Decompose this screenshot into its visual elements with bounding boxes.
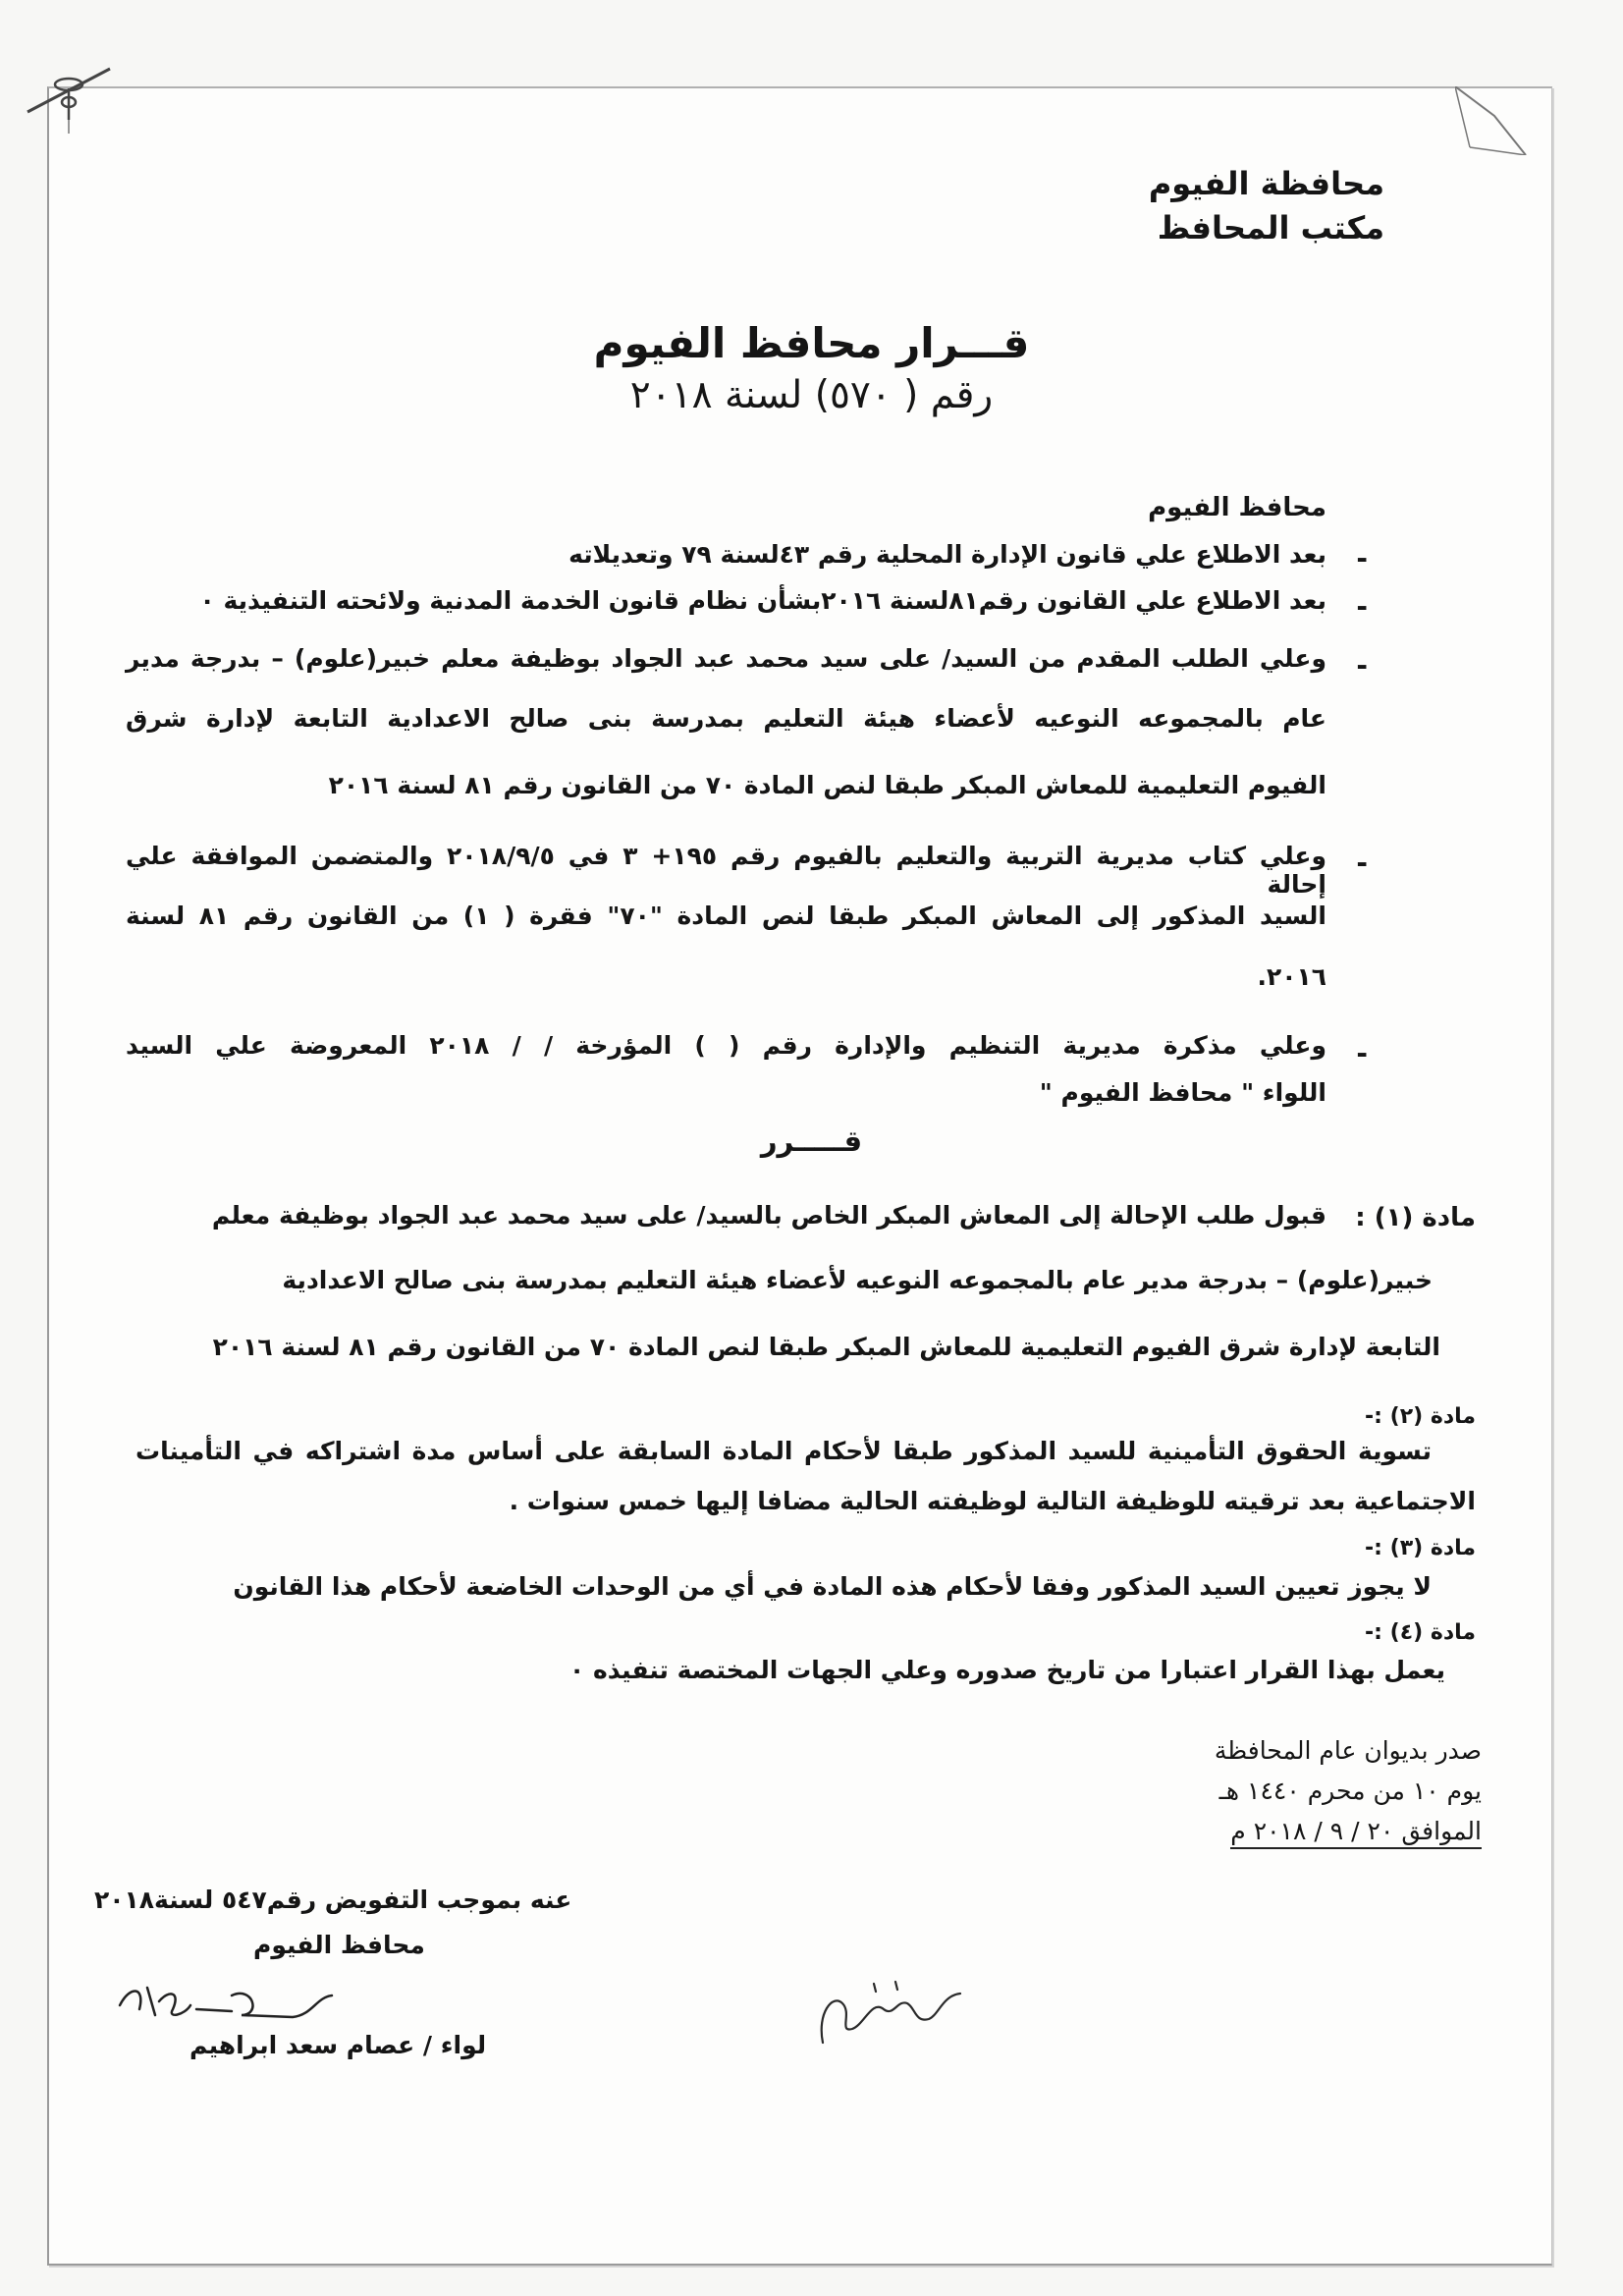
header-governorate: محافظة الفيوم — [1148, 165, 1384, 202]
issued-gregorian-date: الموافق ٢٠ / ٩ / ٢٠١٨ م — [1230, 1817, 1482, 1849]
signature-delegation: عنه بموجب التفويض رقم٥٤٧ لسنة٢٠١٨ — [94, 1886, 572, 1914]
article-1-line-1: قبول طلب الإحالة إلى المعاش المبكر الخاص بالسيد/ على سيد محمد عبد الجواد بوظيفة معلم — [211, 1201, 1326, 1230]
signature-name: لواء / عصام سعد ابراهيم — [189, 2031, 487, 2059]
preamble-line-5: الفيوم التعليمية للمعاش المبكر طبقا لنص المادة ٧٠ من القانون رقم ٨١ لسنة ٢٠١٦ — [328, 771, 1326, 799]
bullet-marker: - — [1356, 590, 1368, 623]
bullet-marker: - — [1356, 542, 1368, 574]
folded-corner-icon — [1455, 86, 1529, 155]
issued-line-1: صدر بديوان عام المحافظة — [1214, 1736, 1482, 1765]
article-2-line-1: تسوية الحقوق التأمينية للسيد المذكور طبقا لأحكام المادة السابقة على أساس مدة اشتراكه في التأمينات — [135, 1437, 1432, 1465]
authority-label: محافظ الفيوم — [1148, 493, 1326, 522]
signature-title: محافظ الفيوم — [253, 1931, 425, 1959]
preamble-line-3: وعلي الطلب المقدم من السيد/ على سيد محمد عبد الجواد بوظيفة معلم خبير(علوم) – بدرجة مدير — [126, 644, 1326, 673]
article-1-label: مادة (١) : — [1355, 1203, 1476, 1232]
preamble-line-1: بعد الاطلاع علي قانون الإدارة المحلية رقم ٤٣لسنة ٧٩ وتعديلاته — [568, 540, 1326, 569]
article-2-line-2: الاجتماعية بعد ترقيته للوظيفة التالية لوظيفته الحالية مضافا إليها خمس سنوات . — [509, 1487, 1476, 1515]
page-title: قـــرار محافظ الفيوم — [593, 319, 1030, 367]
article-3-label: مادة (٣) :- — [1365, 1536, 1476, 1560]
article-3-line-1: لا يجوز تعيين السيد المذكور وفقا لأحكام هذه المادة في أي من الوحدات الخاضعة لأحكام هذا القانون — [233, 1572, 1432, 1601]
preamble-line-6: وعلي كتاب مديرية التربية والتعليم بالفيوم رقم ١٩٥+ ٣ في ٢٠١٨/٩/٥ والمتضمن الموافقة علي إحالة — [126, 842, 1327, 899]
handwritten-signature-icon — [116, 1976, 352, 2035]
preamble-line-8: ٢٠١٦. — [1257, 962, 1326, 991]
staple-pin-icon — [22, 63, 120, 141]
preamble-line-4: عام بالمجموعه النوعيه لأعضاء هيئة التعليم بمدرسة بنى صالح الاعدادية التابعة لإدارة شرق — [126, 704, 1326, 733]
bullet-marker: - — [1356, 1037, 1368, 1069]
handwritten-initials-icon — [813, 1964, 980, 2052]
bullet-marker: - — [1356, 649, 1368, 682]
decision-number: رقم ( ٥٧٠) لسنة ٢٠١٨ — [629, 373, 994, 417]
preamble-line-10: اللواء " محافظ الفيوم " — [1039, 1078, 1326, 1107]
article-4-label: مادة (٤) :- — [1365, 1620, 1476, 1645]
preamble-line-9: وعلي مذكرة مديرية التنظيم والإدارة رقم ( ) المؤرخة / / ٢٠١٨ المعروضة علي السيد — [126, 1031, 1326, 1060]
bullet-marker: - — [1356, 847, 1368, 879]
article-1-line-3: التابعة لإدارة شرق الفيوم التعليمية للمعاش المبكر طبقا لنص المادة ٧٠ من القانون رقم ٨١ لسنة ٢٠١٦ — [212, 1333, 1440, 1361]
article-2-label: مادة (٢) :- — [1365, 1404, 1476, 1429]
article-1-line-2: خبير(علوم) – بدرجة مدير عام بالمجموعه النوعيه لأعضاء هيئة التعليم بمدرسة بنى صالح الاعدادية — [282, 1266, 1433, 1294]
preamble-line-7: السيد المذكور إلى المعاش المبكر طبقا لنص المادة "٧٠" فقرة ( ١) من القانون رقم ٨١ لسنة — [126, 902, 1326, 930]
header-office: مكتب المحافظ — [1157, 209, 1384, 246]
article-4-line-1: يعمل بهذا القرار اعتبارا من تاريخ صدوره وعلي الجهات المختصة تنفيذه ٠ — [568, 1656, 1445, 1684]
preamble-line-2: بعد الاطلاع علي القانون رقم٨١لسنة ٢٠١٦بشأن نظام قانون الخدمة المدنية ولائحته التنفيذية ٠ — [199, 586, 1326, 615]
issued-hijri-date: يوم ١٠ من محرم ١٤٤٠ هـ — [1218, 1777, 1482, 1805]
decision-heading: قـــــرر — [760, 1124, 863, 1158]
